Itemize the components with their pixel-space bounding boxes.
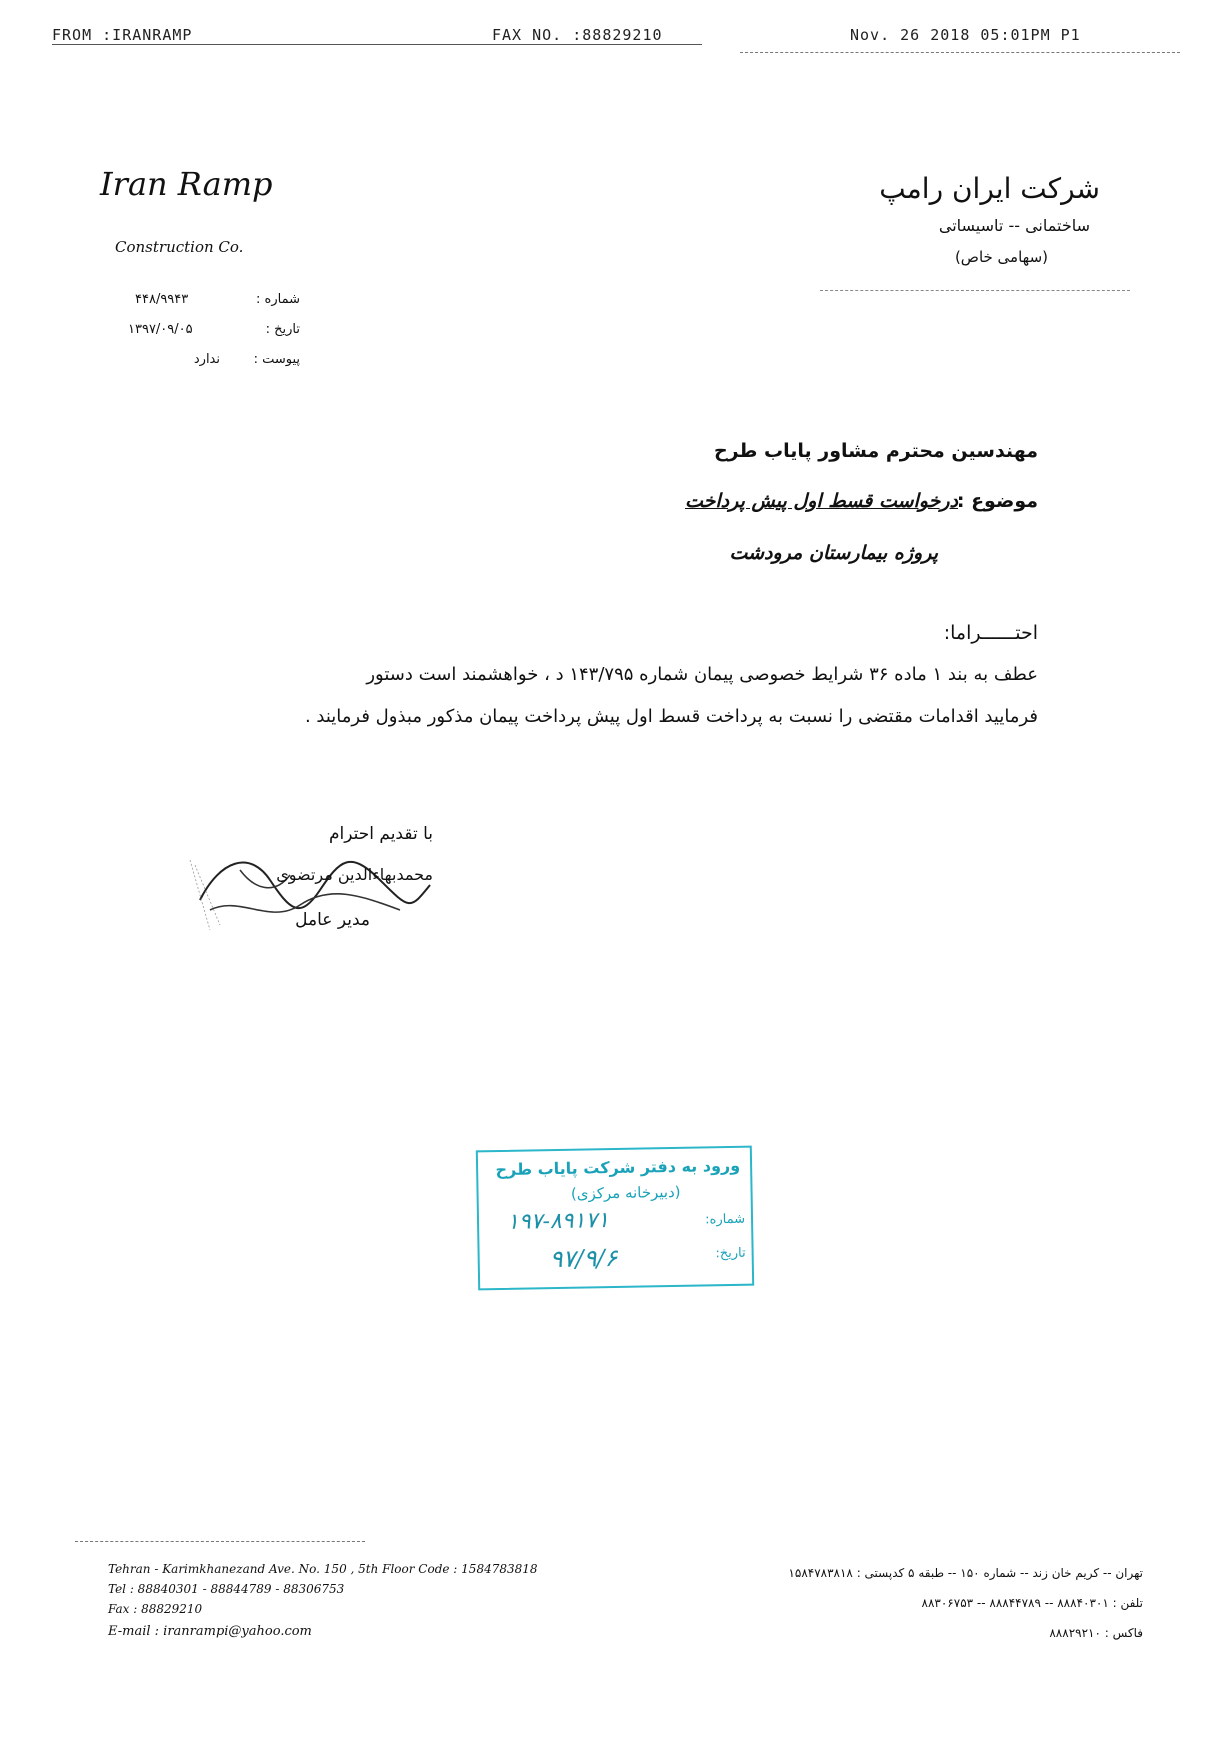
number-label: شماره : [256, 292, 300, 307]
signature-closing: با تقدیم احترام [328, 824, 433, 844]
attachment-value: ندارد [193, 352, 220, 367]
footer-tel-fa: تلفن : ۸۸۸۴۰۳۰۱ -- ۸۸۸۴۴۷۸۹ -- ۸۸۳۰۶۷۵۳ [921, 1596, 1143, 1610]
project-name: پروژه بیمارستان مرودشت [729, 542, 938, 564]
body-line-2: فرمایید اقدامات مقتضی را نسبت به پرداخت قسط اول پیش پرداخت پیمان مذکور مبذول فرمایند . [304, 706, 1038, 727]
fax-timestamp: Nov. 26 2018 05:01PM P1 [850, 26, 1081, 44]
stamp-number-label: شماره: [705, 1211, 746, 1228]
footer-fax-fa: فاکس : ۸۸۸۲۹۲۱۰ [1049, 1626, 1143, 1640]
footer-email-en: E-mail : iranrampi@yahoo.com [108, 1624, 312, 1639]
company-name-en: Iran Ramp [100, 165, 273, 203]
subject-value: درخواست قسط اول پیش پرداخت [685, 490, 958, 512]
fax-from: FROM :IRANRAMP [52, 26, 193, 44]
stamp-title: ورود به دفتر شرکت پایاب طرح [495, 1155, 741, 1180]
date-label: تاریخ : [265, 322, 300, 337]
stamp-subtitle: (دبیرخانه مرکزی) [570, 1182, 681, 1203]
letterhead-rule [820, 290, 1130, 291]
body-line-1: عطف به بند ۱ ماده ۳۶ شرایط خصوصی پیمان شماره ۱۴۳/۷۹۵ د ، خواهشمند است دستور [366, 664, 1038, 685]
greeting: احتــــــراما: [943, 622, 1038, 644]
footer-rule [75, 1541, 365, 1542]
stamp-date-value: ۹۷/۹/۶ [549, 1243, 618, 1274]
stamp-date-label: تاریخ: [715, 1245, 746, 1262]
recipient: مهندسین محترم مشاور پایاب طرح [713, 440, 1038, 462]
company-name-fa: شرکت ایران رامپ [879, 172, 1100, 205]
receipt-stamp [476, 1146, 754, 1291]
attachment-label: پیوست : [253, 352, 300, 367]
signature-name: محمدبهاءالدین مرتضوی [276, 865, 433, 884]
stamp-number-value: ۱۹۷-۸۹۱۷۱ [506, 1208, 610, 1235]
fax-number: FAX NO. :88829210 [492, 26, 663, 44]
company-sub-en: Construction Co. [115, 238, 244, 256]
company-sub-fa: ساختمانی -- تاسیساتی [938, 216, 1090, 235]
footer-address-fa: تهران -- کریم خان زند -- شماره ۱۵۰ -- طبقه ۵ کدپستی : ۱۵۸۴۷۸۳۸۱۸ [788, 1566, 1143, 1580]
footer-tel-en: Tel : 88840301 - 88844789 - 88306753 [108, 1582, 345, 1596]
fax-header-rule [52, 44, 702, 45]
signature-title: مدیر عامل [295, 910, 370, 930]
footer-address-en: Tehran - Karimkhanezand Ave. No. 150 , 5th Floor Code : 1584783818 [108, 1562, 538, 1576]
company-type-fa: (سهامی خاص) [954, 248, 1048, 266]
fax-header-rule-right [740, 52, 1180, 53]
footer-fax-en: Fax : 88829210 [108, 1602, 203, 1616]
subject-label: موضوع : [956, 490, 1038, 512]
date-value: ۱۳۹۷/۰۹/۰۵ [128, 322, 193, 337]
number-value: ۴۴۸/۹۹۴۳ [135, 292, 189, 307]
